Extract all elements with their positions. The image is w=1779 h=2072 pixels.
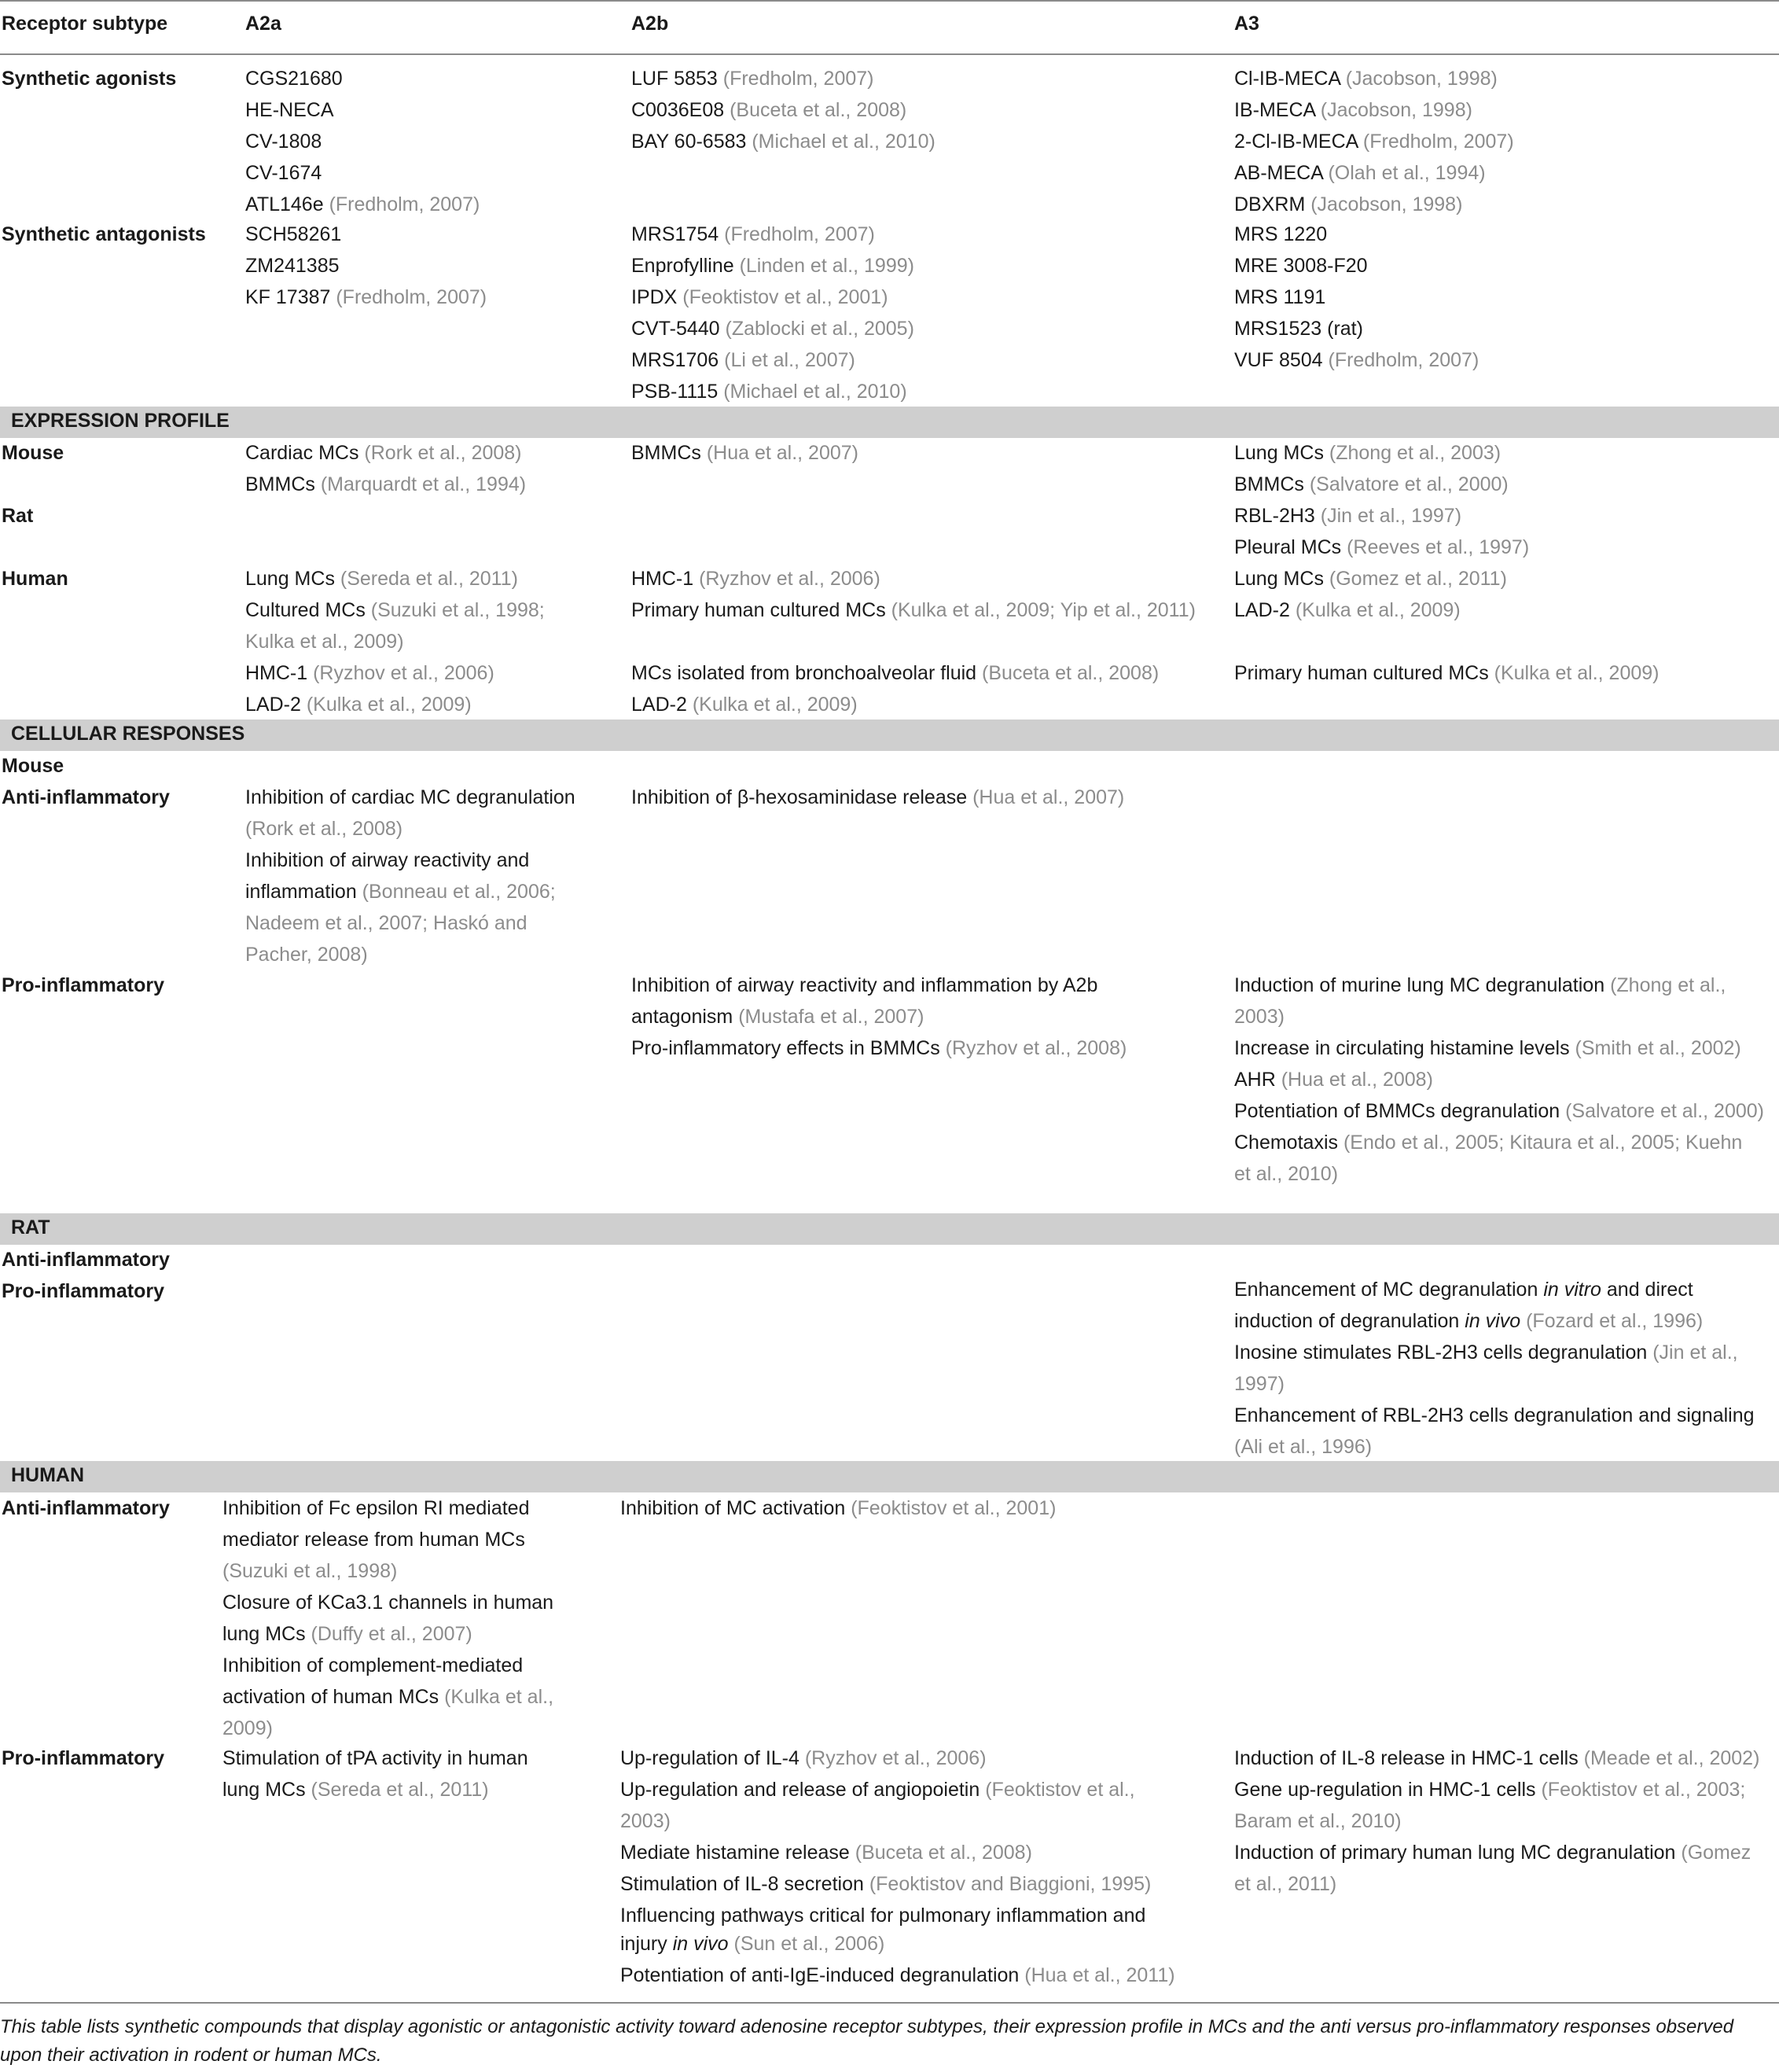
cell-line — [245, 689, 472, 720]
cell-line — [222, 1681, 553, 1713]
citation-ref: (Ryzhov et al., 2008) — [945, 1037, 1127, 1059]
cell-text: SCH58261 — [245, 223, 342, 245]
citation-ref: (Fredholm, 2007) — [722, 68, 874, 90]
cell-text: mediator release from human MCs — [222, 1529, 525, 1551]
cell-text: antagonism — [631, 1006, 739, 1028]
citation-ref: (Kulka et al., — [444, 1686, 554, 1708]
cell-line — [222, 1492, 530, 1524]
cell-text: 2-Cl-IB-MECA — [1234, 131, 1363, 153]
citation-ref: Kulka et al., 2009) — [245, 631, 404, 653]
cell-text: Enhancement of RBL-2H3 cells degranulation and signaling — [1234, 1404, 1755, 1426]
cell-line — [1234, 250, 1368, 282]
cell-line — [631, 63, 874, 94]
cell-text: Inhibition of MC activation — [620, 1497, 851, 1519]
citation-ref: (Li et al., 2007) — [724, 349, 855, 371]
citation-ref: 2003) — [1234, 1006, 1285, 1028]
cell-line — [631, 1001, 924, 1032]
cell-line — [245, 939, 368, 970]
cell-text: AHR — [1234, 1069, 1281, 1091]
cell-line — [631, 344, 855, 376]
cell-line — [620, 1960, 1175, 1991]
cell-line — [245, 250, 340, 282]
cell-line — [1234, 1032, 1741, 1064]
cell-text: MRE 3008-F20 — [1234, 255, 1368, 277]
cell-line — [631, 376, 907, 407]
citation-ref: (Fredholm, 2007) — [336, 286, 487, 308]
cell-line — [1234, 469, 1509, 500]
cell-text: Lung MCs — [1234, 442, 1329, 464]
cell-line — [245, 845, 529, 876]
cell-line — [631, 437, 858, 469]
cell-line — [1234, 1095, 1764, 1127]
cell-line — [620, 1492, 1056, 1524]
rat-pro-a3-line1: Enhancement of MC degranulation in vitro and direct — [1234, 1279, 1693, 1301]
cell-line — [1234, 1158, 1338, 1190]
cell-line — [631, 282, 888, 313]
cell-line — [1234, 970, 1726, 1001]
header-a2a: A2a — [245, 13, 281, 35]
cell-text: HMC-1 — [245, 662, 314, 684]
cell-line — [631, 970, 1097, 1001]
row-human-pro: Pro-inflammatory — [2, 1747, 164, 1769]
cell-line — [620, 1900, 1145, 1931]
citation-ref: et al., 2011) — [1234, 1873, 1337, 1895]
citation-ref: (Marquardt et al., 1994) — [320, 473, 527, 495]
cell-line — [245, 657, 494, 689]
cell-line — [245, 626, 404, 657]
citation-ref: (Buceta et al., 2008) — [855, 1842, 1032, 1864]
citation-ref: (Endo et al., 2005; Kitaura et al., 2005; Kuehn — [1343, 1132, 1743, 1154]
cell-text: DBXRM — [1234, 193, 1311, 215]
cell-line: MCs isolated from bronchoalveolar fluid (Buceta et al., 2008) — [631, 662, 1160, 684]
cell-text: AB-MECA — [1234, 162, 1329, 184]
cell-line — [1234, 94, 1472, 126]
cell-text: Lung MCs — [245, 568, 340, 590]
cell-line — [1234, 1774, 1745, 1805]
cell-line: CV-1674 — [245, 162, 322, 184]
citation-ref: (Buceta et al., 2008) — [982, 662, 1160, 684]
cell-text: Chemotaxis — [1234, 1132, 1343, 1154]
cell-text: BMMCs — [245, 473, 321, 495]
cell-line — [245, 563, 518, 594]
row-rat-pro: Pro-inflammatory — [2, 1280, 164, 1302]
header-receptor-subtype: Receptor subtype — [2, 13, 168, 35]
cell-text: CVT-5440 — [631, 318, 726, 340]
cell-line — [245, 437, 522, 469]
cell-line — [222, 1774, 489, 1805]
citation-ref: (Hua et al., 2011) — [1024, 1964, 1175, 1986]
cell-line: Primary human cultured MCs (Kulka et al., 2009) — [1234, 662, 1660, 684]
cell-line — [245, 907, 527, 939]
citation-ref: (Buceta et al., 2008) — [730, 99, 907, 121]
cell-line — [1234, 189, 1462, 220]
section-human-label: HUMAN — [11, 1464, 85, 1486]
cell-text: Inhibition of cardiac MC degranulation — [245, 786, 575, 808]
citation-ref: (Zablocki et al., 2005) — [725, 318, 914, 340]
bottom-rule — [0, 2002, 1779, 2004]
citation-ref: (Jacobson, 1998) — [1345, 68, 1498, 90]
citation-ref: (Michael et al., 2010) — [723, 381, 907, 403]
cell-text: Mediate histamine release — [620, 1842, 855, 1864]
row-rat-anti: Anti-inflammatory — [2, 1249, 170, 1271]
cell-text: IB-MECA — [1234, 99, 1321, 121]
citation-ref: (Feoktistov et al., 2001) — [851, 1497, 1057, 1519]
cell-line — [1234, 1868, 1336, 1900]
section-band-human — [0, 1461, 1779, 1492]
citation-ref: Nadeem et al., 2007; Haskó and — [245, 912, 527, 934]
cell-text: lung MCs — [222, 1779, 311, 1801]
cell-line — [620, 1743, 987, 1774]
cell-line — [222, 1587, 553, 1618]
citation-ref: (Salvatore et al., 2000) — [1309, 473, 1509, 495]
row-rat-expression: Rat — [2, 505, 34, 527]
citation-ref: (Jin et al., — [1652, 1341, 1738, 1364]
header-a2b: A2b — [631, 13, 669, 35]
cell-text: Closure of KCa3.1 channels in human — [222, 1592, 554, 1614]
cell-text: MRS1706 — [631, 349, 725, 371]
cell-line — [245, 876, 556, 907]
cell-line: Pleural MCs (Reeves et al., 1997) — [1234, 536, 1530, 558]
cell-text: Influencing pathways critical for pulmonary inflammation and — [620, 1905, 1146, 1927]
cell-line — [1234, 1431, 1372, 1463]
citation-ref: 2003) — [620, 1810, 671, 1832]
cell-line — [222, 1555, 397, 1587]
citation-ref: Baram et al., 2010) — [1234, 1810, 1402, 1832]
cell-line — [631, 313, 914, 344]
row-synthetic-antagonists: Synthetic antagonists — [2, 223, 206, 245]
citation-ref: (Jin et al., 1997) — [1320, 505, 1462, 527]
citation-ref: (Smith et al., 2002) — [1575, 1037, 1741, 1059]
cell-line — [245, 469, 526, 500]
cell-text: LAD-2 — [245, 694, 307, 716]
cell-line — [1234, 1400, 1755, 1431]
citation-ref: (Duffy et al., 2007) — [311, 1623, 472, 1645]
cell-line — [1234, 1805, 1402, 1837]
header-a3: A3 — [1234, 13, 1259, 35]
cell-text: PSB-1115 — [631, 381, 724, 403]
citation-ref: (Gomez et al., 2011) — [1329, 568, 1507, 590]
cell-text: Potentiation of BMMCs degranulation — [1234, 1100, 1566, 1122]
cell-line — [245, 282, 487, 313]
cell-text: C0036E08 — [631, 99, 730, 121]
citation-ref: (Zhong et al., — [1610, 974, 1726, 996]
citation-ref: (Rork et al., 2008) — [364, 442, 522, 464]
cell-line: ATL146e (Fredholm, 2007) — [245, 193, 480, 215]
cell-line — [631, 94, 906, 126]
citation-ref: (Sereda et al., 2011) — [340, 568, 518, 590]
cell-text: BAY 60-6583 — [631, 131, 752, 153]
cell-text: Up-regulation and release of angiopoietin — [620, 1779, 986, 1801]
cell-line — [222, 1618, 472, 1650]
cell-text: lung MCs — [222, 1623, 311, 1645]
citation-ref: (Suzuki et al., 1998; — [370, 599, 545, 621]
cell-line — [620, 1805, 671, 1837]
citation-ref: (Kulka et al., 2009; Yip et al., 2011) — [891, 599, 1196, 621]
cell-line — [1234, 344, 1479, 376]
section-expression-label: EXPRESSION PROFILE — [11, 410, 230, 432]
citation-ref: (Rork et al., 2008) — [245, 818, 403, 840]
cell-line — [1234, 282, 1325, 313]
citation-ref: (Sereda et al., 2011) — [311, 1779, 489, 1801]
cell-text: Cultured MCs — [245, 599, 371, 621]
citation-ref: (Linden et al., 1999) — [739, 255, 914, 277]
citation-ref: (Reeves et al., 1997) — [1347, 536, 1530, 558]
cell-text: Induction of murine lung MC degranulation — [1234, 974, 1611, 996]
citation-ref: (Hua et al., 2007) — [706, 442, 858, 464]
cell-line — [631, 782, 1124, 813]
cell-text: Inosine stimulates RBL-2H3 cells degranulation — [1234, 1341, 1653, 1364]
row-human-expression: Human — [2, 568, 68, 590]
citation-ref: (Fredholm, 2007) — [724, 223, 875, 245]
cell-text: VUF 8504 — [1234, 349, 1329, 371]
cell-line — [1234, 1368, 1285, 1400]
cell-text: IPDX — [631, 286, 683, 308]
cell-line — [245, 813, 402, 845]
header-rule — [0, 53, 1779, 55]
citation-ref: (Kulka et al., 2009) — [1295, 599, 1461, 621]
cell-text: MRS 1220 — [1234, 223, 1328, 245]
cell-text: Cardiac MCs — [245, 442, 365, 464]
cell-line — [631, 126, 935, 157]
cell-text: Induction of primary human lung MC degranulation — [1234, 1842, 1682, 1864]
citation-ref: (Olah et al., 1994) — [1328, 162, 1486, 184]
section-band-cellular — [0, 719, 1779, 751]
cell-line — [631, 1032, 1127, 1064]
citation-ref: (Kulka et al., 2009) — [306, 694, 472, 716]
cell-text: LUF 5853 — [631, 68, 723, 90]
cell-line: CGS21680 — [245, 68, 343, 90]
citation-ref: (Feoktistov et al., — [985, 1779, 1135, 1801]
citation-ref: (Fredholm, 2007) — [1328, 349, 1479, 371]
cell-line — [222, 1743, 528, 1774]
citation-ref: 1997) — [1234, 1373, 1285, 1395]
cell-text: Inhibition of complement-mediated — [222, 1654, 524, 1676]
cell-text: Potentiation of anti-IgE-induced degranulation — [620, 1964, 1025, 1986]
section-rat-label: RAT — [11, 1216, 50, 1238]
cell-line — [1234, 437, 1501, 469]
citation-ref: (Hua et al., 2008) — [1281, 1069, 1433, 1091]
cell-text: BMMCs — [1234, 473, 1310, 495]
cell-line — [222, 1650, 523, 1681]
cell-text: Stimulation of IL-8 secretion — [620, 1873, 869, 1895]
cell-text: Induction of IL-8 release in HMC-1 cells — [1234, 1747, 1584, 1769]
cell-line — [1234, 219, 1327, 250]
citation-ref: (Jacobson, 1998) — [1310, 193, 1463, 215]
citation-ref: (Ryzhov et al., 2006) — [699, 568, 880, 590]
row-mouse-pro: Pro-inflammatory — [2, 974, 164, 996]
row-mouse-anti: Anti-inflammatory — [2, 786, 170, 808]
cell-text: activation of human MCs — [222, 1686, 445, 1708]
cell-line — [1234, 157, 1486, 189]
cell-line — [1234, 1743, 1759, 1774]
human-pro-a2b-line7: injury in vivo (Sun et al., 2006) — [620, 1933, 885, 1955]
citation-ref: (Mustafa et al., 2007) — [738, 1006, 924, 1028]
table-caption — [0, 2013, 1779, 2070]
row-human-anti: Anti-inflammatory — [2, 1497, 170, 1519]
cell-line: Primary human cultured MCs (Kulka et al., 2009; Yip et al., 2011) — [631, 599, 1196, 621]
citation-ref: (Kulka et al., 2009) — [1494, 662, 1660, 684]
cell-text: MRS1754 — [631, 223, 725, 245]
cell-text: Inhibition of airway reactivity and — [245, 849, 530, 871]
cell-line — [1234, 1001, 1285, 1032]
cell-line — [1234, 1127, 1742, 1158]
caption-line-2: upon their activation in rodent or human MCs. — [0, 2044, 382, 2066]
row-mouse-responses: Mouse — [2, 755, 64, 777]
citation-ref: (Hua et al., 2007) — [972, 786, 1125, 808]
caption-line-1: This table lists synthetic compounds that display agonistic or antagonistic activity toward adenosine receptor subtypes, their expression profile in MCs and the anti versus pro-inflammatory responses observed — [0, 2016, 1734, 2037]
section-band-rat — [0, 1213, 1779, 1245]
cell-line — [1234, 63, 1498, 94]
citation-ref: (Bonneau et al., 2006; — [362, 881, 556, 903]
cell-line — [1234, 313, 1363, 344]
cell-line: LAD-2 (Kulka et al., 2009) — [631, 694, 858, 716]
citation-ref: (Feoktistov et al., 2003; — [1541, 1779, 1746, 1801]
citation-ref: (Gomez — [1681, 1842, 1751, 1864]
citation-ref: (Feoktistov et al., 2001) — [682, 286, 888, 308]
cell-line: LAD-2 (Kulka et al., 2009) — [1234, 599, 1461, 621]
cell-text: Pro-inflammatory effects in BMMCs — [631, 1037, 946, 1059]
citation-ref: (Salvatore et al., 2000) — [1565, 1100, 1764, 1122]
cell-text: Inhibition of Fc epsilon RI mediated — [222, 1497, 530, 1519]
cell-line — [1234, 1064, 1433, 1095]
cell-line — [631, 250, 914, 282]
cell-line — [1234, 126, 1514, 157]
cell-text: BMMCs — [631, 442, 707, 464]
section-cellular-label: CELLULAR RESPONSES — [11, 723, 245, 745]
cell-line — [620, 1774, 1135, 1805]
cell-line: CV-1808 — [245, 131, 322, 153]
row-mouse-expression: Mouse — [2, 442, 64, 464]
section-band-expression — [0, 407, 1779, 438]
citation-ref: (Fredholm, 2007) — [1362, 131, 1514, 153]
cell-line — [245, 594, 545, 626]
rat-pro-a3-line2: induction of degranulation in vivo (Fozard et al., 1996) — [1234, 1310, 1704, 1332]
cell-text: Inhibition of airway reactivity and inflammation by A2b — [631, 974, 1098, 996]
citation-ref: (Jacobson, 1998) — [1320, 99, 1472, 121]
citation-ref: (Zhong et al., 2003) — [1329, 442, 1501, 464]
cell-text: Gene up-regulation in HMC-1 cells — [1234, 1779, 1542, 1801]
citation-ref: (Suzuki et al., 1998) — [222, 1560, 398, 1582]
cell-text: ZM241385 — [245, 255, 340, 277]
cell-line — [620, 1868, 1151, 1900]
cell-line — [631, 219, 875, 250]
row-synthetic-agonists: Synthetic agonists — [2, 68, 177, 90]
citation-ref: Pacher, 2008) — [245, 944, 368, 966]
cell-line — [245, 219, 341, 250]
citation-ref: (Ryzhov et al., 2006) — [804, 1747, 987, 1769]
citation-ref: (Feoktistov and Biaggioni, 1995) — [869, 1873, 1152, 1895]
citation-ref: (Ali et al., 1996) — [1234, 1436, 1373, 1458]
cell-line: RBL-2H3 (Jin et al., 1997) — [1234, 505, 1462, 527]
cell-line — [245, 782, 575, 813]
cell-line — [222, 1524, 525, 1555]
cell-text: inflammation — [245, 881, 362, 903]
cell-text: KF 17387 — [245, 286, 336, 308]
cell-line: HMC-1 (Ryzhov et al., 2006) — [631, 568, 880, 590]
top-rule — [0, 0, 1779, 2]
cell-line — [1234, 1837, 1751, 1868]
citation-ref: 2009) — [222, 1717, 273, 1739]
cell-line: HE-NECA — [245, 99, 334, 121]
cell-text: MRS 1191 — [1234, 286, 1326, 308]
citation-ref: (Ryzhov et al., 2006) — [313, 662, 494, 684]
cell-line: Lung MCs (Gomez et al., 2011) — [1234, 568, 1507, 590]
cell-line — [620, 1837, 1032, 1868]
citation-ref: (Meade et al., 2002) — [1583, 1747, 1760, 1769]
cell-text: Inhibition of β-hexosaminidase release — [631, 786, 973, 808]
cell-text: Cl-IB-MECA — [1234, 68, 1346, 90]
citation-ref: (Kulka et al., 2009) — [692, 694, 858, 716]
cell-line — [222, 1713, 273, 1744]
cell-text: Stimulation of tPA activity in human — [222, 1747, 528, 1769]
cell-text: Up-regulation of IL-4 — [620, 1747, 805, 1769]
cell-text: Increase in circulating histamine levels — [1234, 1037, 1575, 1059]
cell-line — [1234, 1337, 1738, 1368]
citation-ref: (Fredholm, 2007) — [329, 193, 480, 215]
citation-ref: (Michael et al., 2010) — [752, 131, 935, 153]
cell-text: MRS1523 (rat) — [1234, 318, 1363, 340]
citation-ref: et al., 2010) — [1234, 1163, 1339, 1185]
cell-text: Enprofylline — [631, 255, 740, 277]
